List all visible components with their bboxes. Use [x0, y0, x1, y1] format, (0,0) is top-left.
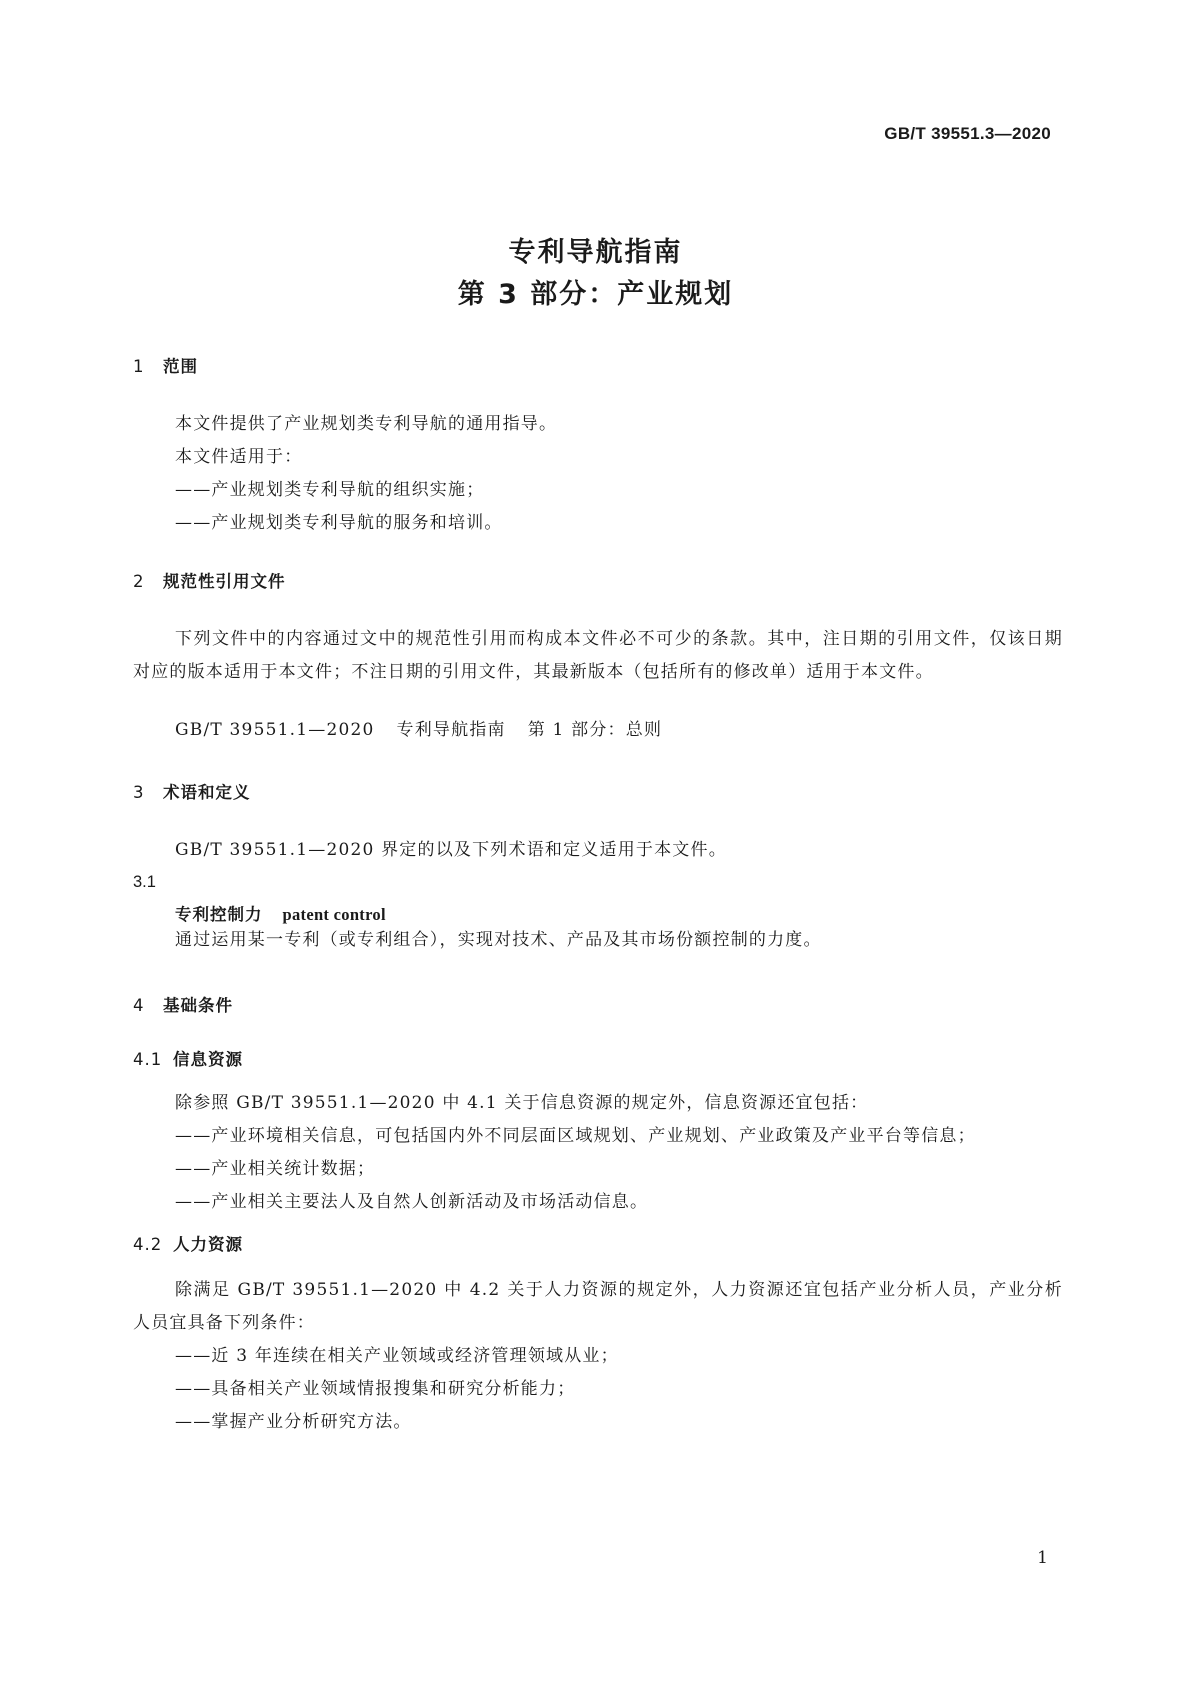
list-item: ——产业规划类专利导航的组织实施；: [175, 480, 485, 500]
subsection-title: 信息资源: [173, 1050, 243, 1069]
reference-code: GB/T 39551.1—2020: [175, 720, 375, 740]
term-entry: [175, 901, 386, 925]
section-title: 基础条件: [163, 996, 233, 1015]
list-item: ——具备相关产业领域情报搜集和研究分析能力；: [175, 1379, 576, 1399]
subsection-title: 人力资源: [173, 1235, 243, 1254]
standard-code: GB/T 39551.3—2020: [884, 124, 1051, 143]
list-item: ——产业规划类专利导航的服务和培训。: [175, 513, 503, 533]
section-number: 4: [133, 996, 145, 1015]
section-heading-2: [133, 568, 286, 592]
paragraph: 除参照 GB/T 39551.1—2020 中 4.1 关于信息资源的规定外，信息资源还宜包括：: [175, 1093, 869, 1113]
page-number: 1: [1037, 1548, 1048, 1568]
term-english: patent control: [282, 905, 386, 924]
section-heading-3: [133, 779, 251, 803]
section-number: 3: [133, 783, 145, 802]
paragraph: 下列文件中的内容通过文中的规范性引用而构成本文件必不可少的条款。其中，注日期的引用文件，仅该日期对应的版本适用于本文件；不注日期的引用文件，其最新版本（包括所有的修改单）适用于本文件。: [133, 629, 1063, 682]
paragraph: 本文件提供了产业规划类专利导航的通用指导。: [175, 414, 558, 434]
list-item: ——近 3 年连续在相关产业领域或经济管理领域从业；: [175, 1346, 619, 1366]
normative-reference: [175, 714, 1105, 747]
list-item: ——掌握产业分析研究方法。: [175, 1412, 412, 1432]
list-item: ——产业相关统计数据；: [175, 1159, 376, 1179]
paragraph: GB/T 39551.1—2020 界定的以及下列术语和定义适用于本文件。: [175, 840, 727, 860]
subsection-heading-4-1: [133, 1046, 243, 1070]
term-chinese: 专利控制力: [175, 905, 263, 924]
section-title: 范围: [163, 357, 198, 376]
section-title: 术语和定义: [163, 783, 251, 802]
paragraph: 除满足 GB/T 39551.1—2020 中 4.2 关于人力资源的规定外，人力资源还宜包括产业分析人员，产业分析人员宜具备下列条件：: [133, 1280, 1063, 1333]
section-number: 1: [133, 357, 145, 376]
paragraph: 本文件适用于：: [175, 447, 303, 467]
section-title: 规范性引用文件: [163, 572, 286, 591]
term-definition: 通过运用某一专利（或专利组合），实现对技术、产品及其市场份额控制的力度。: [175, 930, 822, 950]
section-number: 2: [133, 572, 145, 591]
list-item: ——产业相关主要法人及自然人创新活动及市场活动信息。: [175, 1192, 649, 1212]
document-subtitle: 第 3 部分：产业规划: [457, 279, 734, 310]
subsection-heading-4-2: [133, 1231, 243, 1255]
reference-title: 专利导航指南: [396, 720, 506, 740]
reference-part: 第 1 部分：总则: [527, 720, 663, 740]
document-title: 专利导航指南: [508, 237, 683, 268]
section-heading-4: [133, 992, 233, 1016]
subsection-number: 4.1: [133, 1050, 163, 1069]
list-item: ——产业环境相关信息，可包括国内外不同层面区域规划、产业规划、产业政策及产业平台等信息；: [175, 1126, 976, 1146]
section-heading-1: [133, 353, 198, 377]
term-number: 3.1: [133, 873, 156, 891]
subsection-number: 4.2: [133, 1235, 163, 1254]
